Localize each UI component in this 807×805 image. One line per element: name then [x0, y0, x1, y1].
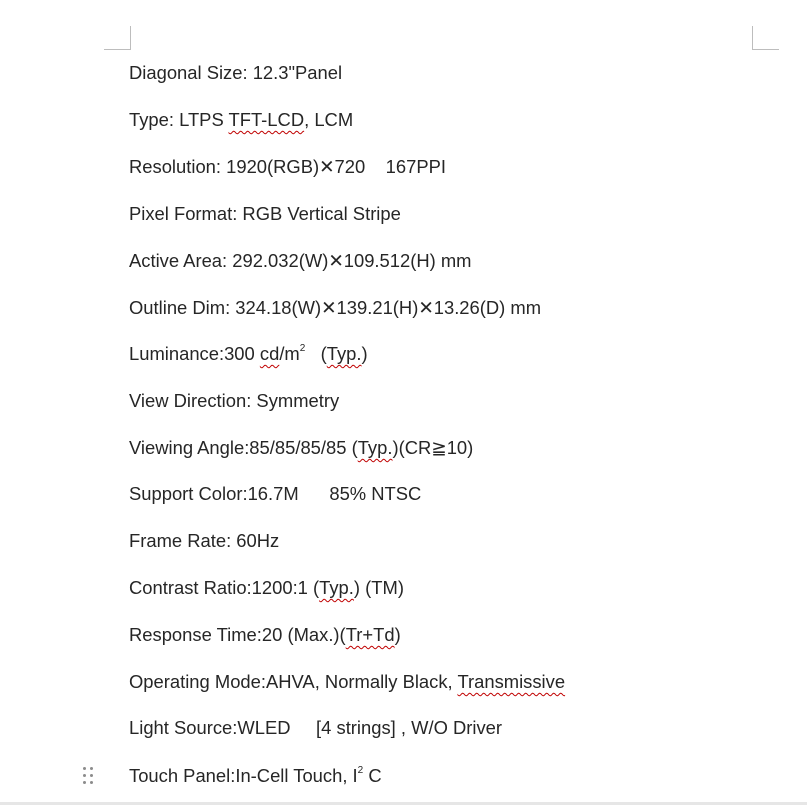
- spec-active-area[interactable]: Active Area: 292.032(W)✕109.512(H) mm: [129, 250, 472, 271]
- spec-response-time[interactable]: Response Time:20 (Max.)(Tr+Td): [129, 624, 401, 645]
- spec-frame-rate[interactable]: Frame Rate: 60Hz: [129, 530, 280, 551]
- spellcheck-word: Typ.: [319, 577, 354, 598]
- spellcheck-word: Tr+Td: [345, 624, 395, 645]
- spec-light-source[interactable]: Light Source:WLED [4 strings] , W/O Driver: [129, 717, 503, 738]
- spellcheck-word: TFT-LCD: [228, 109, 305, 130]
- spec-support-color[interactable]: Support Color:16.7M 85% NTSC: [129, 483, 422, 504]
- spec-outline-dim[interactable]: Outline Dim: 324.18(W)✕139.21(H)✕13.26(D) mm: [129, 297, 542, 318]
- spec-operating-mode[interactable]: Operating Mode:AHVA, Normally Black, Transmissive: [129, 671, 566, 692]
- spellcheck-word: Typ.: [326, 343, 362, 364]
- spec-contrast-ratio[interactable]: Contrast Ratio:1200:1 (Typ.) (TM): [129, 577, 404, 598]
- crop-mark-top-left: [104, 26, 131, 50]
- spec-luminance[interactable]: Luminance:300 $cd/m^2$ (Typ.): [129, 342, 368, 364]
- drag-handle-icon[interactable]: [82, 766, 96, 786]
- spellcheck-word: Transmissive: [457, 671, 566, 692]
- spec-diagonal-size[interactable]: Diagonal Size: 12.3"Panel: [129, 62, 343, 83]
- spellcheck-word: Typ.: [357, 437, 393, 458]
- spec-type[interactable]: Type: LTPS TFT-LCD, LCM: [129, 109, 354, 130]
- spec-touch-panel[interactable]: Touch Panel:In-Cell Touch, $I^2$ C: [129, 764, 382, 786]
- spec-view-direction[interactable]: View Direction: Symmetry: [129, 390, 340, 411]
- crop-mark-top-right: [752, 26, 779, 50]
- spec-viewing-angle[interactable]: Viewing Angle:85/85/85/85 (Typ.)(CR≧10): [129, 437, 474, 458]
- spec-resolution[interactable]: Resolution: 1920(RGB)✕720 167PPI: [129, 156, 446, 177]
- spec-pixel-format[interactable]: Pixel Format: RGB Vertical Stripe: [129, 203, 401, 224]
- spellcheck-word: cd: [259, 343, 280, 364]
